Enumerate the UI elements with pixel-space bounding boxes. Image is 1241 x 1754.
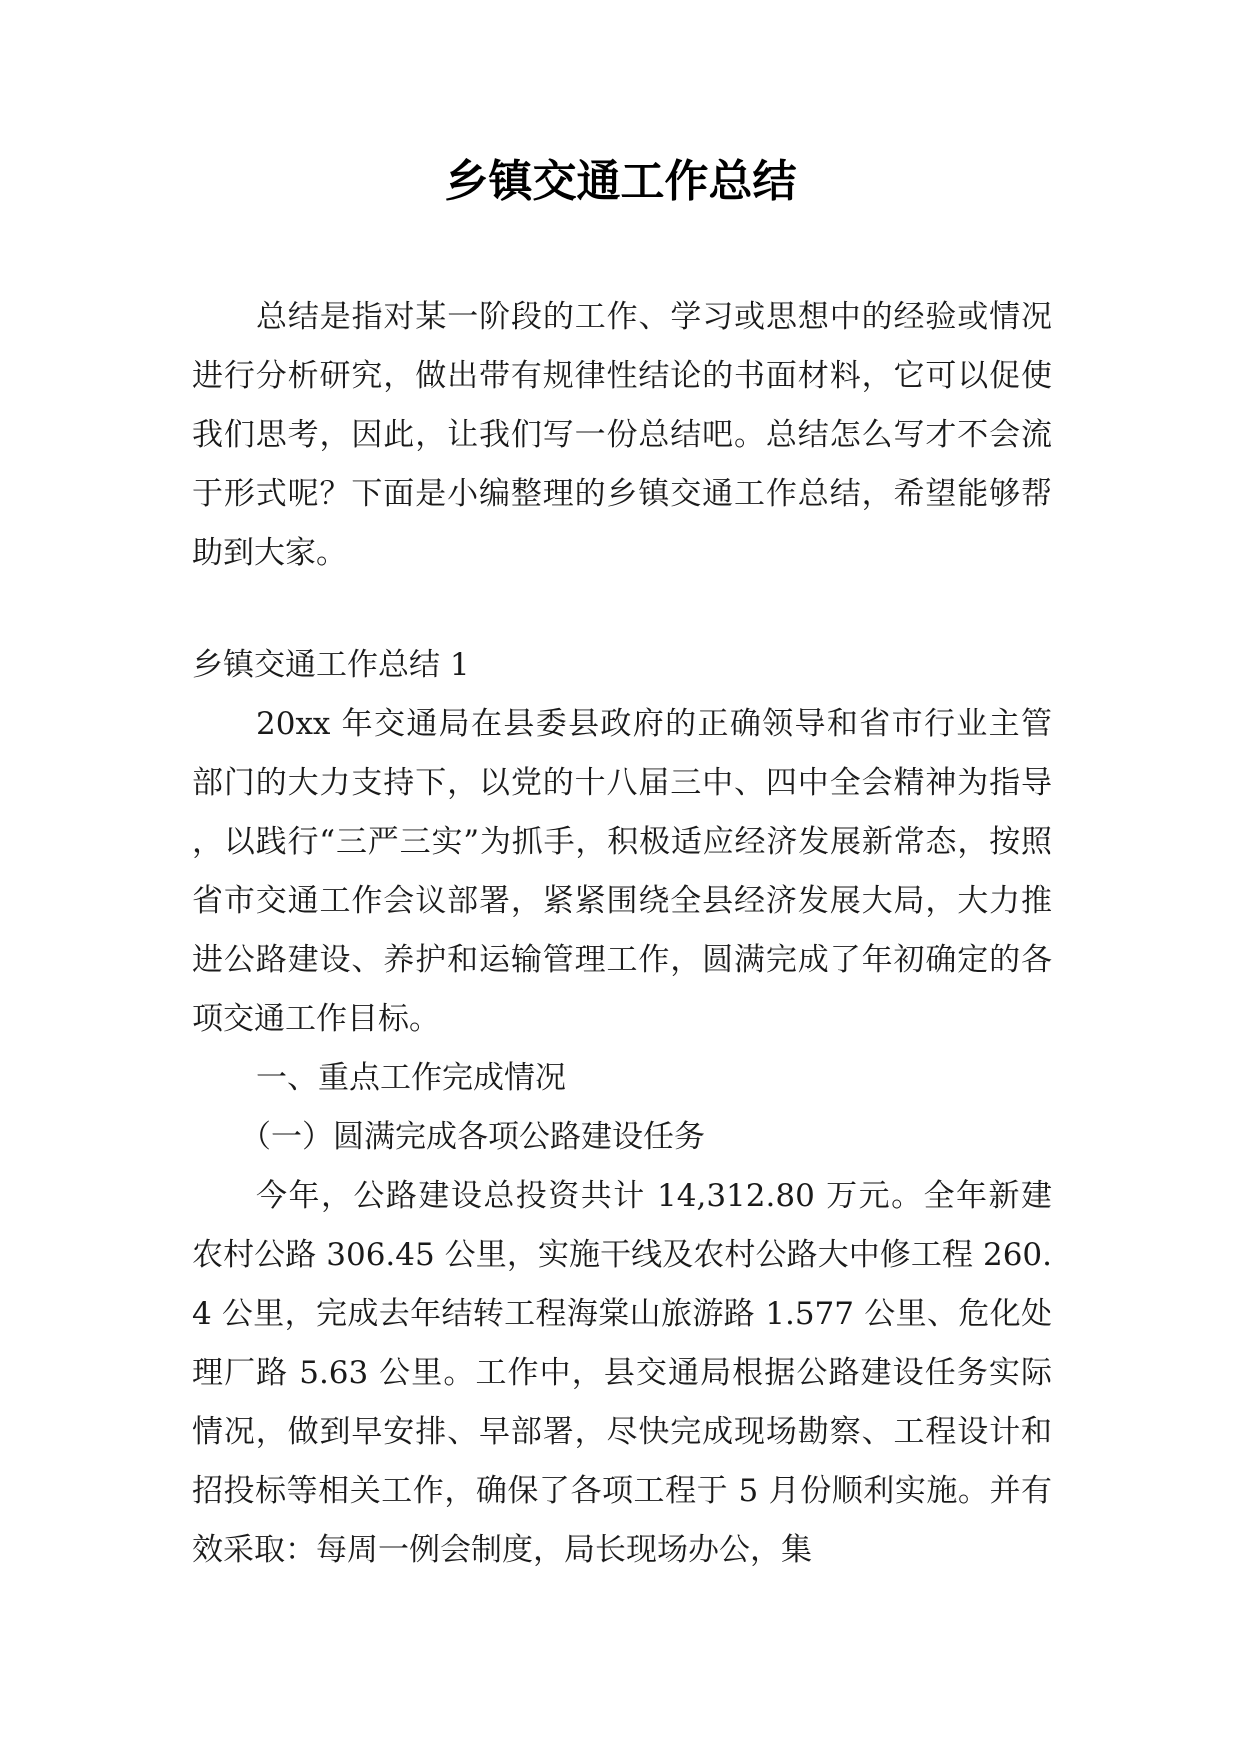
paragraph-road-construction: 今年，公路建设总投资共计 14,312.80 万元。全年新建农村公路 306.45 公里，实施干线及农村公路大中修工程 260.4 公里，完成去年结转工程海棠山旅游路 1.577 公里、危化处理厂路 5.63 公里。工作中，县交通局根据公路建设任务实际情况，做到早安排、早部署，尽快完成现场勘察、工程设计和招投标等相关工作，确保了各项工程于 5 月份顺利实施。并有效采取：每周一例会制度，局长现场办公，集 (192, 1178, 1052, 1568)
paragraph-overview: 20xx 年交通局在县委县政府的正确领导和省市行业主管部门的大力支持下，以党的十八届三中、四中全会精神为指导，以践行“三严三实”为抓手，积极适应经济发展新常态，按照省市交通工作会议部署，紧紧围绕全县经济发展大局，大力推进公路建设、养护和运输管理工作，圆满完成了年初确定的各项交通工作目标。 (192, 706, 1052, 1037)
section-1 (192, 636, 1052, 1580)
intro-paragraph: 总结是指对某一阶段的工作、学习或思想中的经验或情况进行分析研究，做出带有规律性结论的书面材料，它可以促使我们思考，因此，让我们写一份总结吧。总结怎么写才不会流于形式呢？下面是小编整理的乡镇交通工作总结，希望能够帮助到大家。 (192, 299, 1052, 571)
document-title: 乡镇交通工作总结 (444, 156, 797, 207)
intro-block (192, 288, 1052, 583)
section-heading: 乡镇交通工作总结 1 (192, 647, 470, 683)
heading-road-construction: （一）圆满完成各项公路建设任务 (240, 1119, 705, 1155)
heading-key-work: 一、重点工作完成情况 (256, 1060, 566, 1096)
